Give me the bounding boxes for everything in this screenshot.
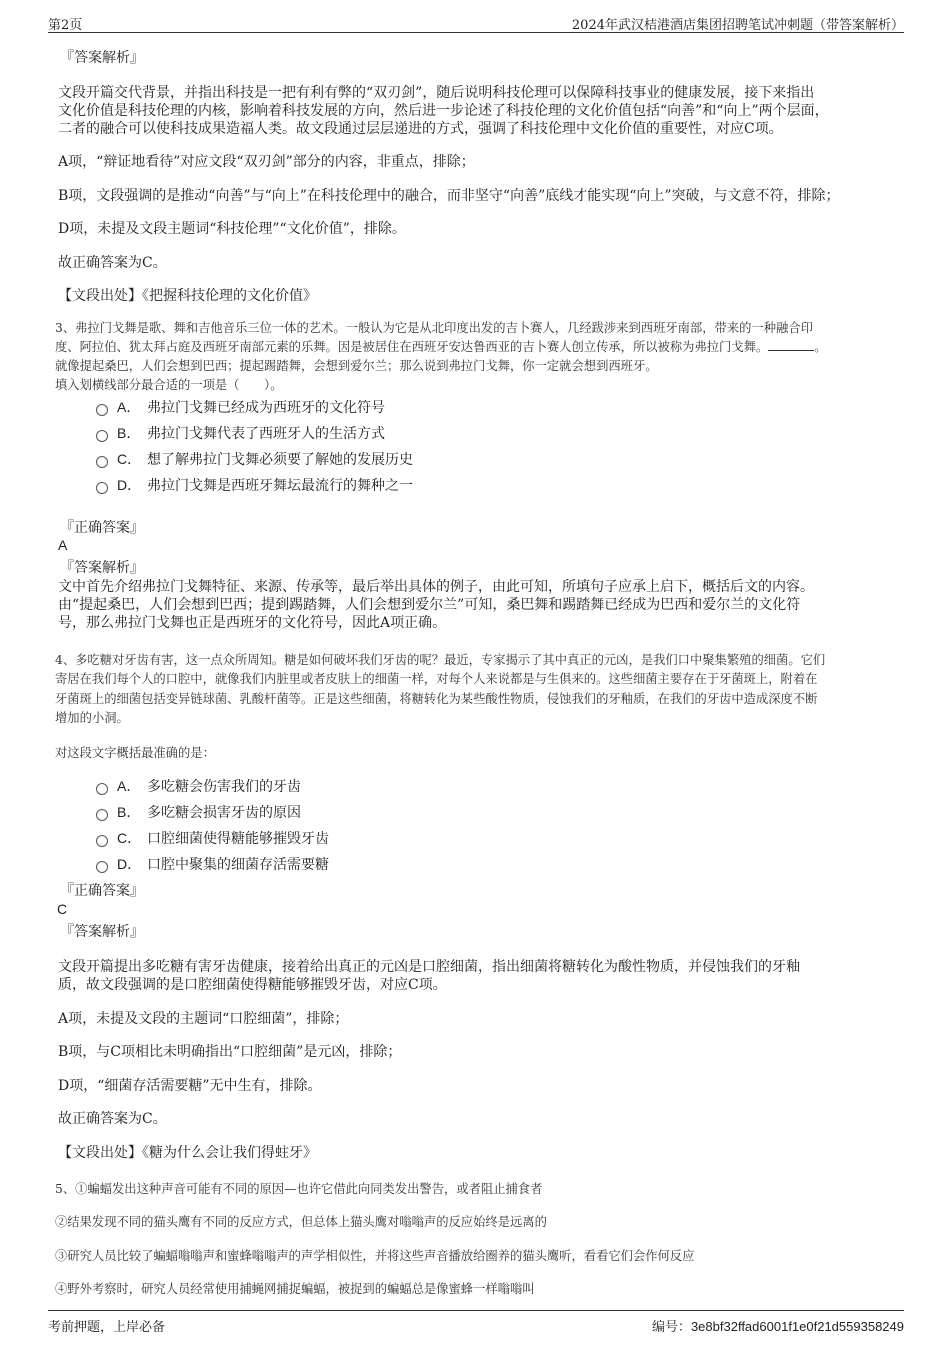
q4-option-d-explain: D项，“细菌存活需要糖”无中生有，排除。 xyxy=(58,1078,322,1094)
q2-analysis-line: 文化价值是科技伦理的内核，影响着科技发展的方向，然后进一步论述了科技伦理的文化价值包括“向善”和“向上”两个层面， xyxy=(58,103,829,119)
radio-icon[interactable] xyxy=(96,783,108,795)
q5-item: 5、①蝙蝠发出这种声音可能有不同的原因—也许它借此向同类发出警告，或者阻止捕食者 xyxy=(55,1182,543,1196)
q4-option-c[interactable]: C． 口腔细菌使得糖能够摧毁牙齿 xyxy=(96,828,329,848)
radio-icon[interactable] xyxy=(96,809,108,821)
q3-answer-label: 『正确答案』 xyxy=(60,520,144,536)
q4-conclusion: 故正确答案为C。 xyxy=(58,1111,167,1127)
q3-analysis-line: 文中首先介绍弗拉门戈舞特征、来源、传承等，最后举出具体的例子，由此可知，所填句子应承上启下，概括后文的内容。 xyxy=(58,579,814,595)
radio-icon[interactable] xyxy=(96,456,108,468)
q4-answer: C xyxy=(57,901,68,917)
q2-analysis-line: 文段开篇交代背景，并指出科技是一把有利有弊的“双刃剑”，随后说明科技伦理可以保障科技事业的健康发展，接下来指出 xyxy=(58,85,815,101)
q4-answer-label: 『正确答案』 xyxy=(60,883,144,899)
q5-item: ④野外考察时，研究人员经常使用捕蝇网捕捉蝙蝠，被捉到的蝙蝠总是像蜜蜂一样嗡嗡叫 xyxy=(55,1282,535,1296)
q4-source: 【文段出处】《糖为什么会让我们得蛀牙》 xyxy=(58,1145,317,1161)
q3-analysis-line: 由“提起桑巴，人们会想到巴西；提到踢踏舞，人们会想到爱尔兰”可知，桑巴舞和踢踏舞已经成为巴西和爱尔兰的文化符 xyxy=(58,597,801,613)
q3-stem-line: 度、阿拉伯、犹太拜占庭及西班牙南部元素的乐舞。因是被居住在西班牙安达鲁西亚的吉卜赛人创立传承，所以被称为弗拉门戈舞。 。 xyxy=(55,340,827,354)
radio-icon[interactable] xyxy=(96,861,108,873)
fill-blank xyxy=(768,340,814,351)
q4-option-a[interactable]: A． 多吃糖会伤害我们的牙齿 xyxy=(96,776,301,796)
page-footer xyxy=(48,1310,904,1335)
page-header xyxy=(48,12,904,33)
q3-option-b[interactable]: B． 弗拉门戈舞代表了西班牙人的生活方式 xyxy=(96,423,385,443)
q4-stem-line: 牙菌斑上的细菌包括变异链球菌、乳酸杆菌等。正是这些细菌，将糖转化为某些酸性物质，侵蚀我们的牙釉质，在我们的牙齿中造成深度不断 xyxy=(55,692,818,706)
q2-option-a-explain: A项，“辩证地看待”对应文段“双刃剑”部分的内容，非重点，排除； xyxy=(58,154,475,170)
q3-stem-line: 就像提起桑巴，人们会想到巴西；提起踢踏舞，会想到爱尔兰；那么说到弗拉门戈舞，你一定就会想到西班牙。 xyxy=(55,359,658,373)
q3-analysis-label: 『答案解析』 xyxy=(60,560,144,576)
radio-icon[interactable] xyxy=(96,404,108,416)
document-id: 编号：3e8bf32ffad6001f1e0f21d559358249 xyxy=(651,1319,904,1334)
q4-option-a-explain: A项，未提及文段的主题词“口腔细菌”，排除； xyxy=(58,1011,349,1027)
radio-icon[interactable] xyxy=(96,482,108,494)
q4-option-b-explain: B项，与C项相比未明确指出“口腔细菌”是元凶，排除； xyxy=(58,1044,402,1060)
q4-prompt: 对这段文字概括最准确的是： xyxy=(55,746,215,760)
q2-option-d-explain: D项，未提及文段主题词“科技伦理”“文化价值”，排除。 xyxy=(58,221,406,237)
q2-conclusion: 故正确答案为C。 xyxy=(58,255,167,271)
q4-analysis-label: 『答案解析』 xyxy=(60,924,144,940)
q3-stem-line: 3、弗拉门戈舞是歌、舞和吉他音乐三位一体的艺术。一般认为它是从北印度出发的吉卜赛人，几经跋涉来到西班牙南部，带来的一种融合印 xyxy=(55,321,813,335)
q4-option-b[interactable]: B． 多吃糖会损害牙齿的原因 xyxy=(96,802,301,822)
q4-stem-line: 寄居在我们每个人的口腔中，就像我们内脏里或者皮肤上的细菌一样，对每个人来说都是与生俱来的。这些细菌主要存在于牙菌斑上，附着在 xyxy=(55,672,818,686)
q3-option-c[interactable]: C． 想了解弗拉门戈舞必须要了解她的发展历史 xyxy=(96,449,413,469)
q2-option-b-explain: B项，文段强调的是推动“向善”与“向上”在科技伦理中的融合，而非坚守“向善”底线才能实现“向上”突破，与文意不符，排除； xyxy=(58,188,840,204)
q4-option-d[interactable]: D． 口腔中聚集的细菌存活需要糖 xyxy=(96,854,329,874)
q3-option-d[interactable]: D． 弗拉门戈舞是西班牙舞坛最流行的舞种之一 xyxy=(96,475,413,495)
q2-analysis-line: 二者的融合可以使科技成果造福人类。故文段通过层层递进的方式，强调了科技伦理中文化价值的重要性，对应C项。 xyxy=(58,121,783,137)
q3-stem-prompt: 填入划横线部分最合适的一项是（ ）。 xyxy=(55,378,283,392)
radio-icon[interactable] xyxy=(96,835,108,847)
q5-item: ②结果发现不同的猫头鹰有不同的反应方式，但总体上猫头鹰对嗡嗡声的反应始终是远离的 xyxy=(55,1215,547,1229)
q4-analysis-line: 质，故文段强调的是口腔细菌使得糖能够摧毁牙齿，对应C项。 xyxy=(58,977,447,993)
q3-answer: A xyxy=(58,537,68,553)
q2-source: 【文段出处】《把握科技伦理的文化价值》 xyxy=(58,288,317,304)
q4-analysis-line: 文段开篇提出多吃糖有害牙齿健康，接着给出真正的元凶是口腔细菌，指出细菌将糖转化为酸性物质，并侵蚀我们的牙釉 xyxy=(58,959,800,975)
document-title: 2024年武汉桔港酒店集团招聘笔试冲刺题（带答案解析） xyxy=(571,18,904,33)
radio-icon[interactable] xyxy=(96,430,108,442)
footer-slogan: 考前押题，上岸必备 xyxy=(48,1320,166,1335)
q3-option-a[interactable]: A． 弗拉门戈舞已经成为西班牙的文化符号 xyxy=(96,397,385,417)
q2-analysis-label: 『答案解析』 xyxy=(60,50,144,66)
q5-item: ③研究人员比较了蝙蝠嗡嗡声和蜜蜂嗡嗡声的声学相似性，并将这些声音播放给圈养的猫头鹰听，看看它们会作何反应 xyxy=(55,1249,695,1263)
q4-stem-line: 4、多吃糖对牙齿有害，这一点众所周知。糖是如何破坏我们牙齿的呢？最近，专家揭示了其中真正的元凶，是我们口中聚集繁殖的细菌。它们 xyxy=(55,653,826,667)
page-number: 第2页 xyxy=(48,18,83,33)
q3-analysis-line: 号，那么弗拉门戈舞也正是西班牙的文化符号，因此A项正确。 xyxy=(58,615,447,631)
q4-stem-line: 增加的小洞。 xyxy=(55,711,129,725)
